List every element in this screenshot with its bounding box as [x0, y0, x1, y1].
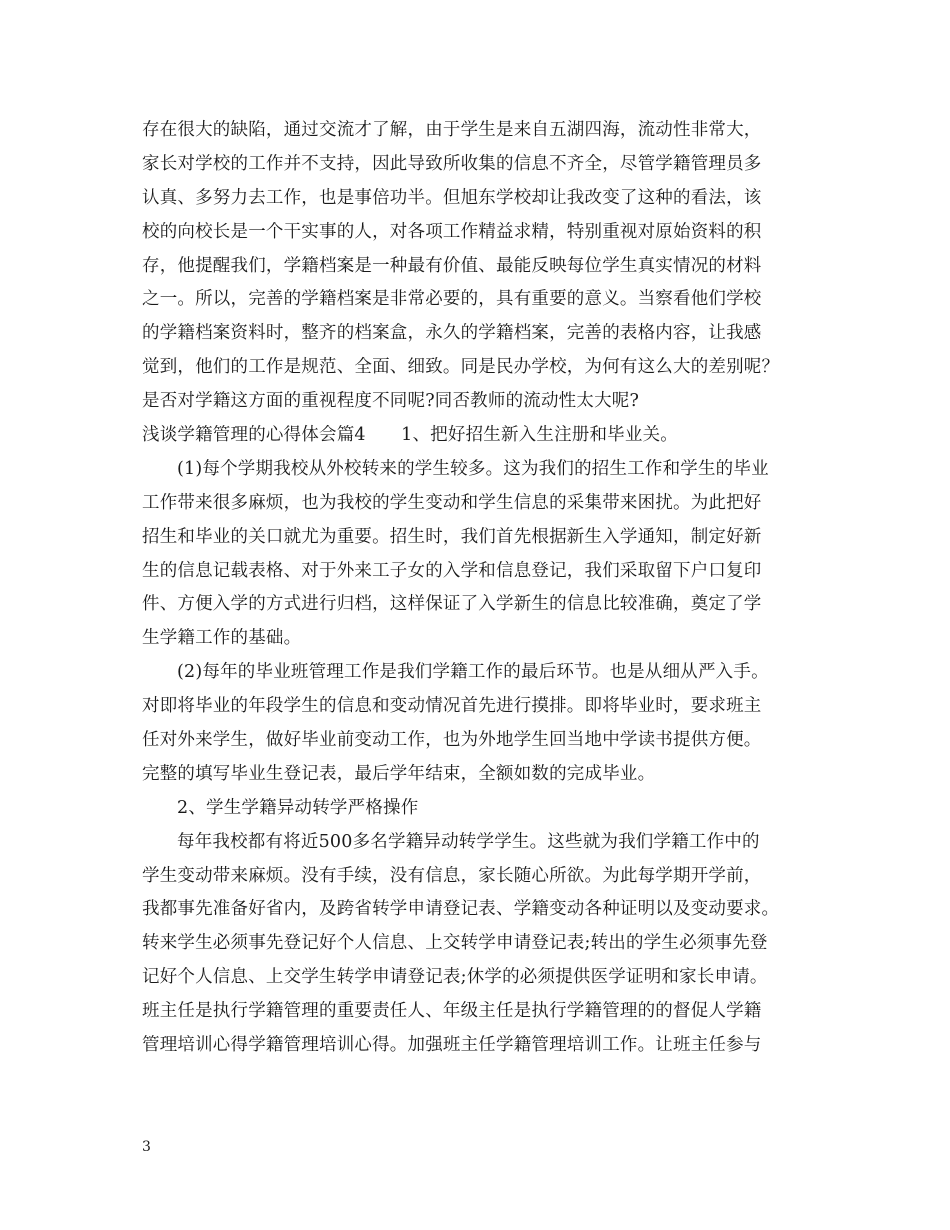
text-line: 是否对学籍这方面的重视程度不同呢?同否教师的流动性太大呢? — [142, 391, 640, 412]
text-line: 工作带来很多麻烦，也为我校的学生变动和学生信息的采集带来困扰。为此把好 — [142, 492, 762, 513]
text-line: 招生和毕业的关口就尤为重要。招生时，我们首先根据新生入学通知，制定好新 — [142, 526, 762, 547]
text-line: 生的信息记载表格、对于外来工子女的入学和信息登记，我们采取留下户口复印 — [142, 560, 762, 581]
text-line: 存在很大的缺陷，通过交流才了解，由于学生是来自五湖四海，流动性非常大， — [142, 120, 762, 140]
text-line: (2)每年的毕业班管理工作是我们学籍工作的最后环节。也是从细从严入手。 — [177, 662, 769, 683]
text-line: 每年我校都有将近500多名学籍异动转学学生。这些就为我们学籍工作中的 — [177, 831, 760, 852]
text-line: 存，他提醒我们，学籍档案是一种最有价值、最能反映每位学生真实情况的材料 — [142, 255, 762, 276]
text-line: (1)每个学期我校从外校转来的学生较多。这为我们的招生工作和学生的毕业 — [177, 458, 769, 479]
text-line: 转来学生必须事先登记好个人信息、上交转学申请登记表;转出的学生必须事先登 — [142, 933, 768, 954]
text-line: 浅谈学籍管理的心得体会篇4 1、把好招生新入生注册和毕业关。 — [142, 425, 678, 446]
body-text — [142, 114, 822, 1063]
text-line: 件、方便入学的方式进行归档，这样保证了入学新生的信息比较准确，奠定了学 — [142, 594, 762, 615]
text-line: 记好个人信息、上交学生转学申请登记表;休学的必须提供医学证明和家长申请。 — [142, 967, 768, 988]
text-line: 学生变动带来麻烦。没有手续，没有信息，家长随心所欲。为此每学期开学前， — [142, 865, 762, 886]
text-line: 管理培训心得学籍管理培训心得。加强班主任学籍管理培训工作。让班主任参与 — [142, 1035, 762, 1056]
text-line: 班主任是执行学籍管理的重要责任人、年级主任是执行学籍管理的的督促人学籍 — [142, 1001, 762, 1022]
text-line: 校的向校长是一个干实事的人，对各项工作精益求精，特别重视对原始资料的积 — [142, 221, 762, 242]
page-number: 3 — [142, 1139, 151, 1155]
text-line: 生学籍工作的基础。 — [142, 628, 302, 649]
text-line: 完整的填写毕业生登记表，最后学年结束，全额如数的完成毕业。 — [142, 763, 656, 784]
text-line: 任对外来学生，做好毕业前变动工作，也为外地学生回当地中学读书提供方便。 — [142, 730, 762, 751]
text-line: 对即将毕业的年段学生的信息和变动情况首先进行摸排。即将毕业时，要求班主 — [142, 696, 762, 717]
text-line: 的学籍档案资料时，整齐的档案盒，永久的学籍档案，完善的表格内容，让我感 — [142, 323, 762, 344]
text-line: 家长对学校的工作并不支持，因此导致所收集的信息不齐全，尽管学籍管理员多 — [142, 153, 762, 174]
text-line: 认真、多努力去工作，也是事倍功半。但旭东学校却让我改变了这种的看法，该 — [142, 187, 762, 208]
text-line: 之一。所以，完善的学籍档案是非常必要的，具有重要的意义。当察看他们学校 — [142, 289, 762, 310]
text-line: 2、学生学籍异动转学严格操作 — [177, 797, 419, 818]
text-line: 觉到，他们的工作是规范、全面、细致。同是民办学校，为何有这么大的差别呢？ — [142, 357, 780, 378]
text-line: 我都事先准备好省内，及跨省转学申请登记表、学籍变动各种证明以及变动要求。 — [142, 899, 780, 920]
